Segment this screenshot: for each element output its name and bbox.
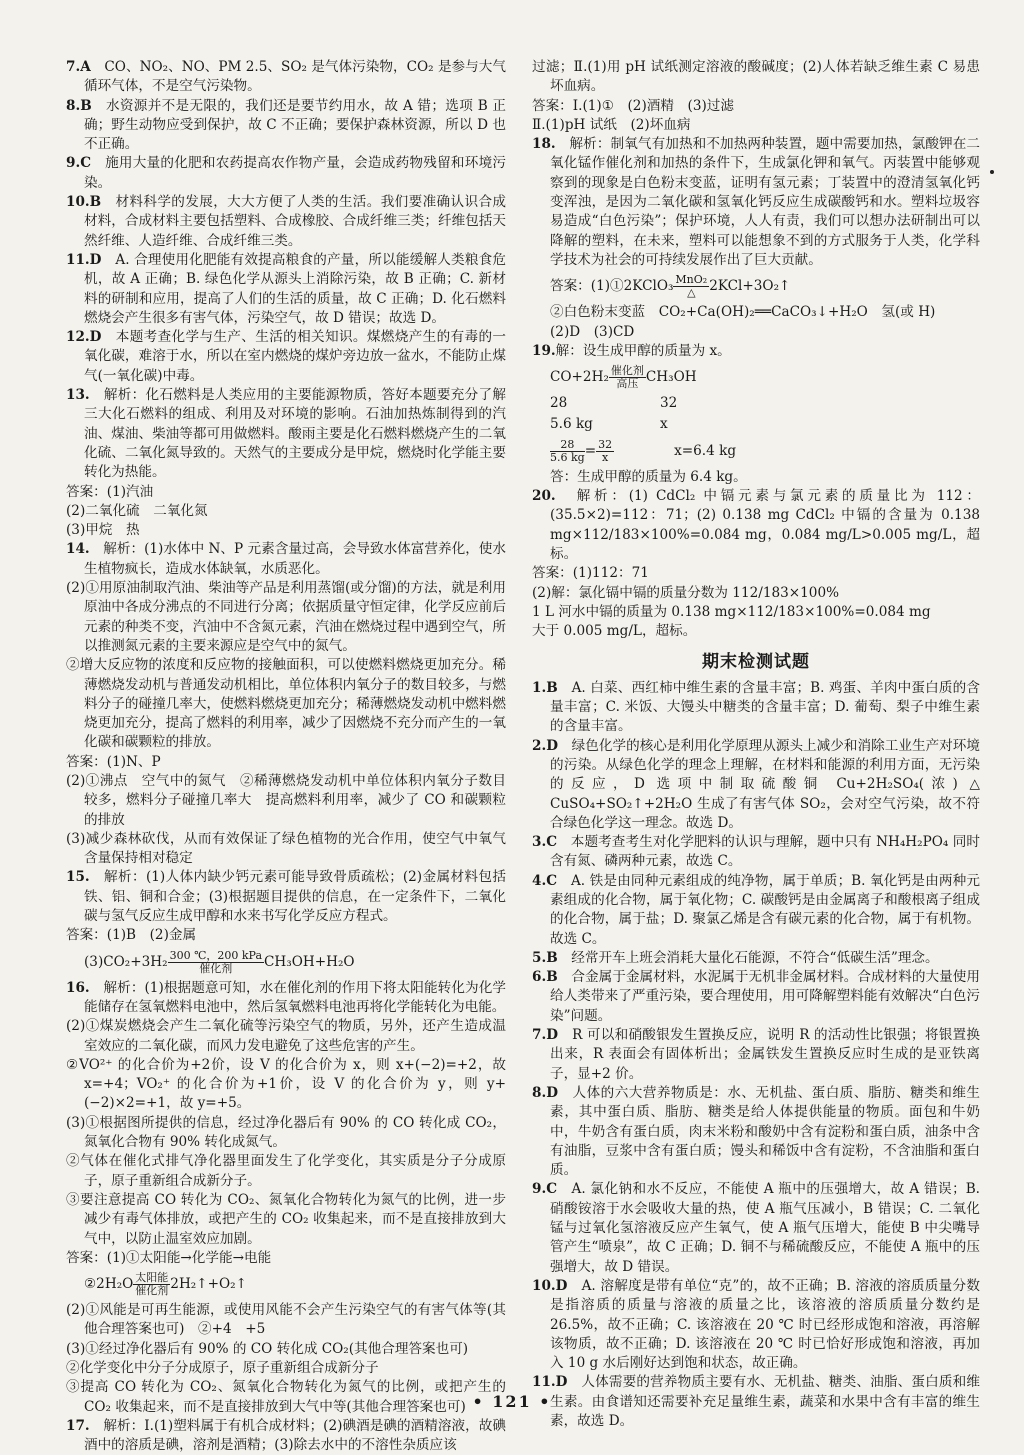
equation-rhs: 2KCl+3O₂↑ (709, 278, 791, 295)
item-number: 17. (66, 1417, 104, 1434)
item-line: (3)①根据图所提供的信息，经过净化器后有 90% 的 CO 转化成 CO₂，氮氧化合物有 90% 转化成氮气。 (66, 1114, 506, 1151)
reaction-condition (133, 1272, 170, 1297)
ratio-cell: 5.6 kg (550, 416, 593, 433)
equation-rhs: CH₃OH+H₂O (264, 953, 355, 970)
item-number: 4.C (532, 872, 571, 889)
final-exam-item (532, 1277, 980, 1373)
item-line: 答案：Ⅰ.(1)① (2)酒精 (3)过滤 (532, 97, 734, 114)
left-item (66, 540, 506, 868)
ratio-equals: = (584, 442, 597, 459)
final-exam-item (532, 968, 980, 1026)
item-number: 7.D (532, 1027, 573, 1044)
item-number: 7.A (66, 59, 105, 75)
equation-18 (532, 274, 980, 299)
item-text: R 可以和硝酸银发生置换反应，说明 R 的活动性比银强；将银置换出来，R 表面会有固体析出；金属铁发生置换反应时生成的是亚铁离子，显+2 价。 (550, 1027, 980, 1082)
right-item (532, 135, 980, 270)
final-exam-item (532, 737, 980, 833)
left-item (66, 868, 506, 945)
item-line: ③要注意提高 CO 转化为 CO₂、氮氧化合物转化为氮气的比例，进一步减少有毒气体排放，或把产生的 CO₂ 收集起来，而不是直接排放到大气中，以防止温室效应加剧。 (66, 1191, 506, 1247)
equation-19 (532, 365, 980, 390)
item-number: 12.D (66, 329, 116, 346)
left-item (66, 97, 506, 155)
item-text: 解析：(1)人体内缺少钙元素可能导致骨质疏松；(2)金属材料包括铁、铝、铜和合金；(3)根据题目提供的信息，在一定条件下，二氧化碳与氢气反应生成甲醇和水来书写化学反应方程式。 (84, 869, 506, 925)
item-text: 绿色化学的核心是利用化学原理从源头上减少和消除工业生产对环境的污染。从绿色化学的理念上理解，在材料和能源的利用方面，无污染的反应，D 选项中制取硫酸铜 Cu+2H₂SO₄(浓) △ CuSO₄+SO₂↑+2H₂O 生成了有害气体 SO₂，会对空气污染，故不符合绿色化学这一理念。故选 D。 (550, 737, 981, 831)
final-exam-item (532, 1026, 980, 1084)
ratio-result: x=6.4 kg (674, 442, 737, 459)
equation-lhs: ②2H₂O (84, 1276, 134, 1293)
item-text: 解析：Ⅰ.(1)塑料属于有机合成材料；(2)碘酒是碘的酒精溶液，故碘酒中的溶质是碘，溶剂是酒精；(3)除去水中的不溶性杂质应该 (84, 1417, 506, 1454)
item-number: 18. (532, 136, 570, 153)
ratio-cell: x (660, 416, 668, 433)
item-text: A. 合理使用化肥能有效提高粮食的产量，所以能缓解人类粮食危机，故 A 正确；B. 绿色化学从源头上消除污染，故 B 正确；C. 新材料的研制和应用，提高了人们的生活的质量，故 C 正确；D. 化石燃料燃烧会产生很多有害气体，污染空气，故 D 错误；故选 D。 (84, 251, 506, 326)
left-column (66, 58, 506, 1455)
ratio-cell (720, 415, 840, 434)
right-item (532, 58, 980, 135)
item-line: ③提高 CO 转化为 CO₂、氮氧化合物转化为氮气的比例，或把产生的 CO₂ 收集起来，而不是直接排放到大气中等(其他合理答案也可) (66, 1379, 506, 1415)
ratio-grid (550, 394, 980, 435)
equation-16 (66, 1272, 506, 1297)
item-text: 解析：制氧气有加热和不加热两种装置，题中需要加热，氯酸钾在二氧化锰作催化剂和加热的条件下，生成氯化钾和氧气。丙装置中能够观察到的现象是白色粉末变蓝，证明有氢元素；丁装置中的澄清氢氧化钙变浑浊，是因为二氧化碳和氢氧化钙反应生成碳酸钙和水。塑料垃圾容易造成“白色污染”；保护环境，人人有责，我们可以想办法研制出可以降解的塑料，在未来，塑料可以能想象不到的方式服务于人类，化学科学技术为社会的可持续发展作出了巨大贡献。 (550, 136, 980, 268)
item-number: 8.D (532, 1084, 573, 1101)
item-number: 5.B (532, 949, 572, 966)
item-text: 本题考查化学与生产、生活的相关知识。煤燃烧产生的有毒的一氧化碳，难溶于水，所以在室内燃烧的煤炉旁边放一盆水，不能防止煤气(一氧化碳)中毒。 (84, 329, 506, 384)
answer-line: 答：生成甲醇的质量为 6.4 kg。 (550, 468, 747, 485)
item-text: 解析：(1) CdCl₂ 中镉元素与氯元素的质量比为 112：(35.5×2)=112：71；(2) 0.138 mg CdCl₂ 中镉的含量为 0.138 mg×112/183×100%=0.084 mg，0.084 mg/L>0.005 mg/L，超标。 (550, 488, 980, 562)
ratio-equation (532, 439, 980, 464)
answer-line: ②白色粉末变蓝 CO₂+Ca(OH)₂══CaCO₃↓+H₂O 氢(或 H) (550, 304, 936, 321)
item-number: 11.D (66, 251, 116, 268)
condition-bottom: 催化剂 (135, 1284, 169, 1298)
left-item (66, 193, 506, 251)
stray-dot (990, 170, 994, 174)
right-item (532, 487, 980, 641)
equation-rhs: 2H₂↑+O₂↑ (170, 1276, 248, 1293)
item-number: 1.B (532, 679, 572, 696)
item-text: A. 氯化钠和水不反应，不能使 A 瓶中的压强增大，故 A 错误；B. 硝酸铵溶于水会吸收大量的热，使 A 瓶气压减小，B 错误；C. 二氧化锰与过氧化氢溶液反应产生氧气，使 A 瓶气压增大，能使 B 中尖嘴导管产生“喷泉”，故 C 正确；D. 铜不与稀硫酸反应，不能使 A 瓶中的压强增大，故 D 错误。 (550, 1181, 981, 1275)
item-line: ②VO²⁺ 的化合价为+2价，设 V 的化合价为 x，则 x+(−2)=+2，故 x=+4；VO₂⁺ 的化合价为+1价，设 V 的化合价为 y，则 y+(−2)×2=+1，故 y=+5。 (66, 1056, 506, 1112)
item-text: A. 白菜、西红柿中维生素的含量丰富；B. 鸡蛋、羊肉中蛋白质的含量丰富；C. 米饭、大馒头中糖类的含量丰富；D. 葡萄、梨子中维生素的含量丰富。 (550, 679, 980, 735)
item-text: 材料科学的发展，大大方便了人类的生活。我们要准确认识合成材料，合成材料主要包括塑料、合成橡胶、合成纤维三类；纤维包括天然纤维、人造纤维、合成纤维三类。 (84, 194, 506, 249)
item-number: 6.B (532, 969, 572, 986)
section-title: 期末检测试题 (702, 652, 810, 673)
item-line: ②增大反应物的浓度和反应物的接触面积，可以使燃料燃烧更加充分。稀薄燃烧发动机与普通发动机相比，单位体积内氧分子的数目较多，与燃料分子的碰撞几率大，使燃料燃烧更加充分；稀薄燃烧发动机中燃料燃烧更加充分，提高了燃料的利用率，减少了因燃烧不充分而产生的一氧化碳和碳颗粒的排放。 (66, 657, 506, 751)
ratio-cell: 28 (550, 395, 568, 412)
item-line: ②气体在催化式排气净化器里面发生了化学变化，其实质是分子分成原子，原子重新组合成新分子。 (66, 1153, 506, 1189)
item-text: 人体需要的营养物质主要有水、无机盐、糖类、油脂、蛋白质和维生素。由食谱知还需要补充足量维生素，蔬菜和水果中含有丰富的维生素，故选 D。 (550, 1374, 980, 1429)
right-column (532, 58, 980, 1431)
reaction-condition (609, 365, 646, 390)
item-number: 11.D (532, 1374, 582, 1391)
item-line: (2)①煤炭燃烧会产生二氧化硫等污染空气的物质，另外，还产生造成温室效应的二氧化碳，而风力发电避免了这些危害的产生。 (66, 1018, 506, 1054)
item-line: (2)①沸点 空气中的氮气 ②稀薄燃烧发动机中单位体积内氧分子数目较多，燃料分子碰撞几率大 提高燃料利用率，减少了 CO 和碳颗粒的排放 (66, 772, 506, 828)
ratio-fraction-b (596, 439, 614, 464)
item-number: 15. (66, 869, 105, 886)
item-number: 8.B (66, 97, 106, 114)
left-item (66, 58, 506, 97)
item-text: (2)①风能是可再生能源，或使用风能不会产生污染空气的有害气体等(其他合理答案也可) ②+4 +5 (66, 1302, 506, 1338)
ratio-fraction-a (550, 439, 585, 464)
left-item (66, 154, 506, 193)
final-exam-item (532, 872, 980, 949)
condition-bottom: 高压 (616, 377, 639, 391)
left-item (66, 328, 506, 386)
page-number: • 121 • (472, 1392, 552, 1411)
final-exam-item (532, 949, 980, 968)
item-number: 3.C (532, 834, 571, 851)
item-text: CO、NO₂、NO、PM 2.5、SO₂ 是气体污染物，CO₂ 是参与大气循环气体，不是空气污染物。 (84, 59, 506, 95)
item-text: 合金属于金属材料，水泥属于无机非金属材料。合成材料的大量使用给人类带来了严重污染，要合理使用，用可降解塑料能有效解决“白色污染”问题。 (550, 969, 981, 1024)
item-text: 解析：(1)根据题意可知，水在催化剂的作用下将太阳能转化为化学能储存在氢氧燃料电池中，然后氢氧燃料电池再将化学能转化为电能。 (84, 979, 506, 1015)
item-line: (2)①用原油制取汽油、柴油等产品是利用蒸馏(或分馏)的方法，就是利用原油中各成分沸点的不同进行分离；依据质量守恒定律，化学反应前后元素的种类不变，汽油中不含氮元素，汽油在燃烧过程中遇到空气，所以推测氮元素的主要来源应是空气中的氮气。 (66, 580, 506, 654)
item-line: 答案：(1)①太阳能→化学能→电能 (66, 1249, 272, 1266)
condition-top: 太阳能 (135, 1271, 169, 1285)
equation-lhs: 答案：(1)①2KClO₃ (550, 278, 674, 295)
item-number: 9.C (532, 1181, 572, 1198)
left-item (66, 1417, 506, 1455)
item-text: 人体的六大营养物质是：水、无机盐、蛋白质、脂肪、糖类和维生素，其中蛋白质、脂肪、糖类是给人体提供能量的物质。面包和牛奶中，牛奶含有蛋白质，肉末米粉和酸奶中含有淀粉和蛋白质，油条中含有油脂，豆浆中含有蛋白质；馒头和稀饭中含有淀粉，不含油脂和蛋白质。 (550, 1084, 981, 1179)
final-exam-item (532, 833, 980, 872)
final-exam-item (532, 679, 980, 737)
item-text: 本题考查考生对化学肥料的认识与理解，题中只有 NH₄H₂PO₄ 同时含有氮、磷两种元素，故选 C。 (550, 834, 980, 870)
item-text: 解：设生成甲醇的质量为 x。 (555, 342, 731, 359)
condition-bottom: 催化剂 (199, 961, 233, 975)
final-exam-item (532, 1180, 980, 1276)
frac-top: 28 (550, 439, 585, 452)
item-number: 10.D (532, 1277, 582, 1294)
item-number: 10.B (66, 194, 116, 211)
item-number: 19. (532, 342, 556, 359)
left-item (66, 386, 506, 540)
item-number: 9.C (66, 155, 106, 172)
left-item (66, 251, 506, 328)
item-line: 答案：(1)112：71 (532, 565, 649, 582)
reaction-condition (673, 274, 709, 299)
condition-top: 300 ℃，200 kPa (169, 948, 263, 962)
item-line: Ⅱ.(1)pH 试纸 (2)坏血病 (532, 116, 691, 133)
condition-top: 催化剂 (610, 364, 644, 378)
left-item (66, 979, 506, 1268)
item-line: 答案：(1)N、P (66, 753, 161, 770)
item-text: 解析：(1)水体中 N、P 元素含量过高，会导致水体富营养化，使水生植物疯长，造成水体缺氧，水质恶化。 (84, 541, 507, 577)
item-number: 2.D (532, 737, 572, 754)
reaction-condition (168, 950, 264, 975)
equation-lhs: (3)CO₂+3H₂ (84, 953, 168, 970)
condition-bottom: △ (687, 286, 696, 300)
item-text: 经常开车上班会消耗大量化石能源，不符合“低碳生活”理念。 (571, 949, 939, 966)
item-text: 水资源并不是无限的，我们还是要节约用水，故 A 错；选项 B 正确；野生动物应受到保护，故 C 不正确；要保护森林资源，所以 D 也不正确。 (84, 97, 506, 153)
item-line: (2)二氧化硫 二氧化氮 (66, 502, 208, 519)
frac-top: 32 (598, 437, 613, 451)
item-text: 解析：化石燃料是人类应用的主要能源物质，答好本题要充分了解三大化石燃料的组成、利用及对环境的影响。石油加热炼制得到的汽油、煤油、柴油等都可用做燃料。酸雨主要是化石燃料燃烧产生的二氧化硫、二氧化氮导致的。天然气的主要成分是甲烷，燃烧时化学能主要转化为热能。 (84, 387, 506, 481)
item-line: 1 L 河水中镉的质量为 0.138 mg×112/183×100%=0.084 mg (532, 603, 931, 620)
item-line: 大于 0.005 mg/L，超标。 (532, 623, 697, 640)
item-line: (3)减少森林砍伐，从而有效保证了绿色植物的光合作用，使空气中氧气含量保持相对稳定 (66, 830, 506, 867)
item-text: 过滤；Ⅱ.(1)用 pH 试纸测定溶液的酸碱度；(2)人体若缺乏维生素 C 易患坏血病。 (532, 59, 980, 95)
item-number: 16. (66, 979, 104, 996)
final-exam-item (532, 1084, 980, 1180)
item-number: 20. (532, 488, 577, 505)
item-text: 施用大量的化肥和农药提高农作物产量，会造成药物残留和环境污染。 (84, 155, 507, 191)
item-line: (3)甲烷 热 (66, 522, 140, 539)
equation-lhs: CO+2H₂ (550, 369, 609, 386)
ratio-cell (720, 394, 840, 413)
item-line: 答案：(1)汽油 (66, 483, 154, 500)
equation-15 (66, 950, 506, 975)
item-text: A. 溶解度是带有单位“克”的，故不正确；B. 溶液的溶质质量分数是指溶质的质量与溶液的质量之比，该溶液的溶质质量分数约是 26.5%，故不正确；C. 该溶液在 20 ℃ 时已经形成饱和溶液，再溶解该物质，故不正确；D. 该溶液在 20 ℃ 时已恰好形成饱和溶液，再加入 10 g 水后刚好达到饱和状态，故正确。 (550, 1277, 980, 1372)
ratio-cell: 32 (660, 395, 678, 412)
item-text: A. 铁是由同种元素组成的纯净物，属于单质；B. 氧化钙是由两种元素组成的化合物，属于氧化物；C. 碳酸钙是由金属离子和酸根离子组成的化合物，属于盐；D. 聚氯乙烯是含有碳元素的化合物，属于有机物。故选 C。 (550, 872, 980, 947)
answer-line: (2)D (3)CD (550, 323, 635, 340)
frac-bottom: 5.6 kg (550, 450, 585, 464)
item-line: 答案：(1)B (2)金属 (66, 927, 197, 944)
frac-bottom: x (601, 450, 609, 464)
equation-rhs: CH₃OH (645, 369, 697, 386)
item-number: 14. (66, 541, 104, 558)
item-line: (2)解：氯化镉中镉的质量分数为 112/183×100% (532, 584, 840, 601)
condition-top: MnO₂ (675, 273, 708, 287)
item-line: (3)①经过净化器后有 90% 的 CO 转化成 CO₂(其他合理答案也可) (66, 1340, 469, 1357)
right-item (532, 342, 980, 361)
item-number: 13. (66, 387, 104, 404)
item-line: ②化学变化中分子分成原子，原子重新组合成新分子 (66, 1360, 379, 1376)
